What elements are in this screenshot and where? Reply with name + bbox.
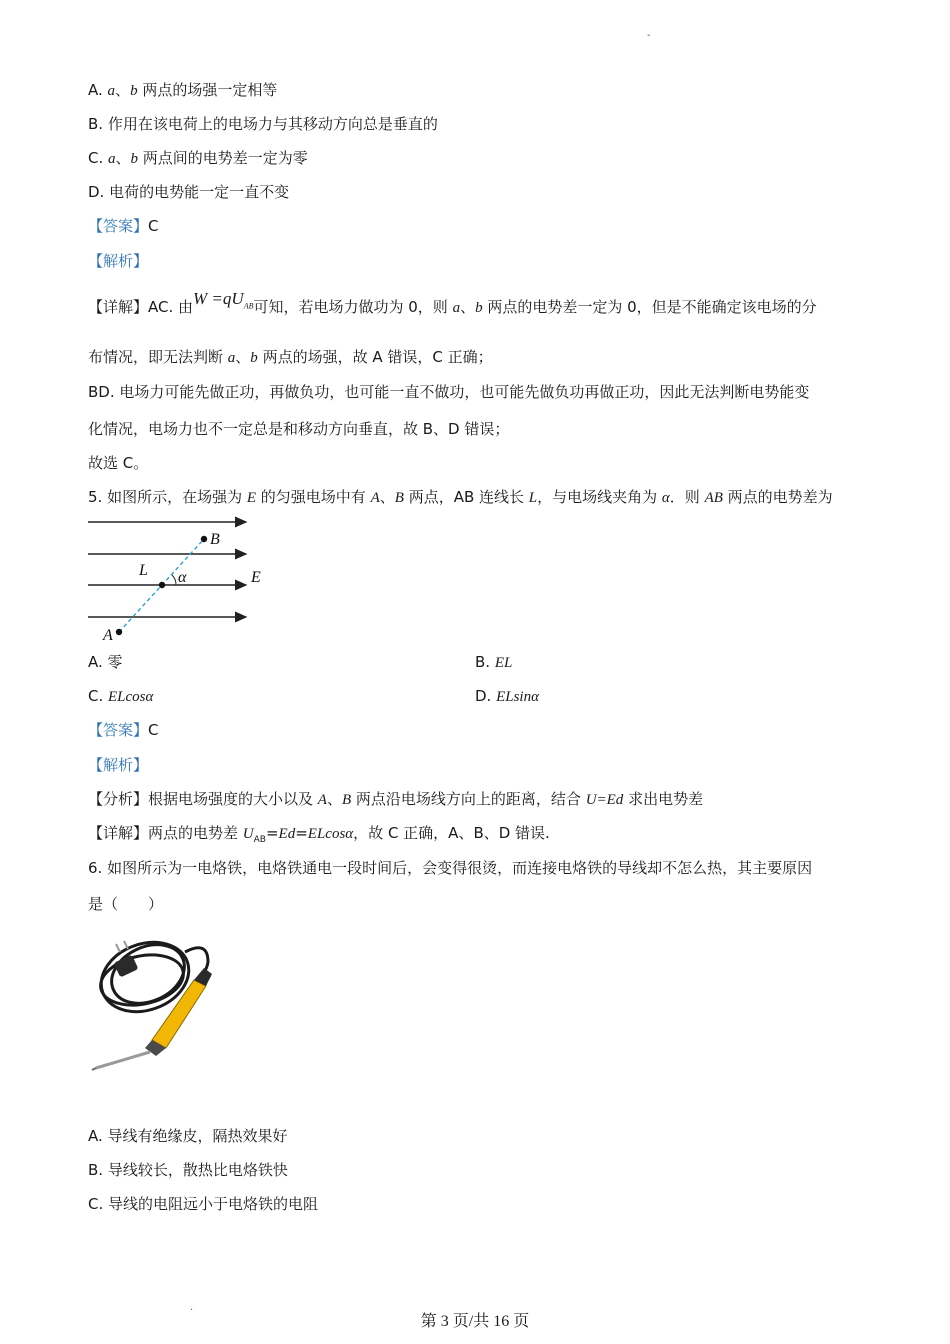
label-a: A	[103, 627, 113, 644]
label-l: L	[139, 562, 148, 579]
q4-detail-line1: 【详解】AC. 由$W =qU_{AB}$可知，若电场力做功为 0，则 a、b 两点的电势差一定为 0，但是不能确定该电场的分	[88, 289, 817, 316]
soldering-iron-image	[90, 922, 225, 1072]
point-b	[201, 536, 207, 542]
header-mark: -	[647, 30, 651, 41]
label-e: E	[251, 569, 261, 586]
q6-stem-line2: 是（ ）	[88, 895, 164, 913]
q4-option-a: A. a、b 两点的场强一定相等	[88, 81, 278, 99]
label-alpha: α	[178, 569, 187, 586]
q4-detail-line5: 故选 C。	[88, 454, 149, 472]
q4-analysis-tag: 【解析】	[88, 252, 149, 270]
q5-analysis-tag: 【解析】	[88, 756, 149, 774]
q5-detail: 【详解】两点的电势差 $U_{AB}=Ed=ELcos\alpha$，故 C 正确，A、B、D 错误.	[88, 824, 550, 845]
q4-option-d: D. 电荷的电势能一定一直不变	[88, 183, 290, 201]
q4-detail-line3: BD. 电场力可能先做正功，再做负功，也可能一直不做功，也可能先做负功再做正功，因此无法判断电势能变	[88, 383, 810, 401]
q5-option-d: D. ELsinα	[475, 687, 539, 705]
q5-option-a: A. 零	[88, 653, 123, 671]
point-a	[116, 629, 122, 635]
q5-answer: 【答案】C	[88, 721, 159, 739]
page-footer: 第 3 页/共 16 页	[420, 1313, 530, 1330]
q5-option-c: C. ELcosα	[88, 687, 154, 705]
point-mid	[159, 582, 165, 588]
q4-detail-line4: 化情况，电场力也不一定总是和移动方向垂直，故 B、D 错误；	[88, 420, 510, 438]
label-b: B	[210, 531, 220, 548]
q5-fenxi: 【分析】根据电场强度的大小以及 A、B 两点沿电场线方向上的距离，结合 U=Ed 求出电势差	[88, 790, 704, 808]
q6-option-b: B. 导线较长，散热比电烙铁快	[88, 1161, 288, 1179]
q5-stem: 5. 如图所示，在场强为 E 的匀强电场中有 A、B 两点，AB 连线长 L，与电场线夹角为 α．则 AB 两点的电势差为	[88, 488, 833, 506]
q6-stem-line1: 6. 如图所示为一电烙铁，电烙铁通电一段时间后，会变得很烫，而连接电烙铁的导线却不怎么热，其主要原因	[88, 859, 813, 877]
q4-detail-line2: 布情况，即无法判断 a、b 两点的场强，故 A 错误，C 正确；	[88, 348, 493, 366]
bottom-mark: .	[190, 1302, 194, 1313]
work-formula: $W =qU_{AB}$	[193, 289, 254, 311]
q6-option-c: C. 导线的电阻远小于电烙铁的电阻	[88, 1195, 319, 1213]
field-diagram	[86, 514, 271, 644]
q6-option-a: A. 导线有绝缘皮，隔热效果好	[88, 1127, 288, 1145]
q4-answer: 【答案】C	[88, 217, 159, 235]
q5-option-b: B. EL	[475, 653, 513, 671]
angle-arc	[172, 575, 176, 585]
q4-option-c: C. a、b 两点间的电势差一定为零	[88, 149, 308, 167]
q4-option-b: B. 作用在该电荷上的电场力与其移动方向总是垂直的	[88, 115, 438, 133]
